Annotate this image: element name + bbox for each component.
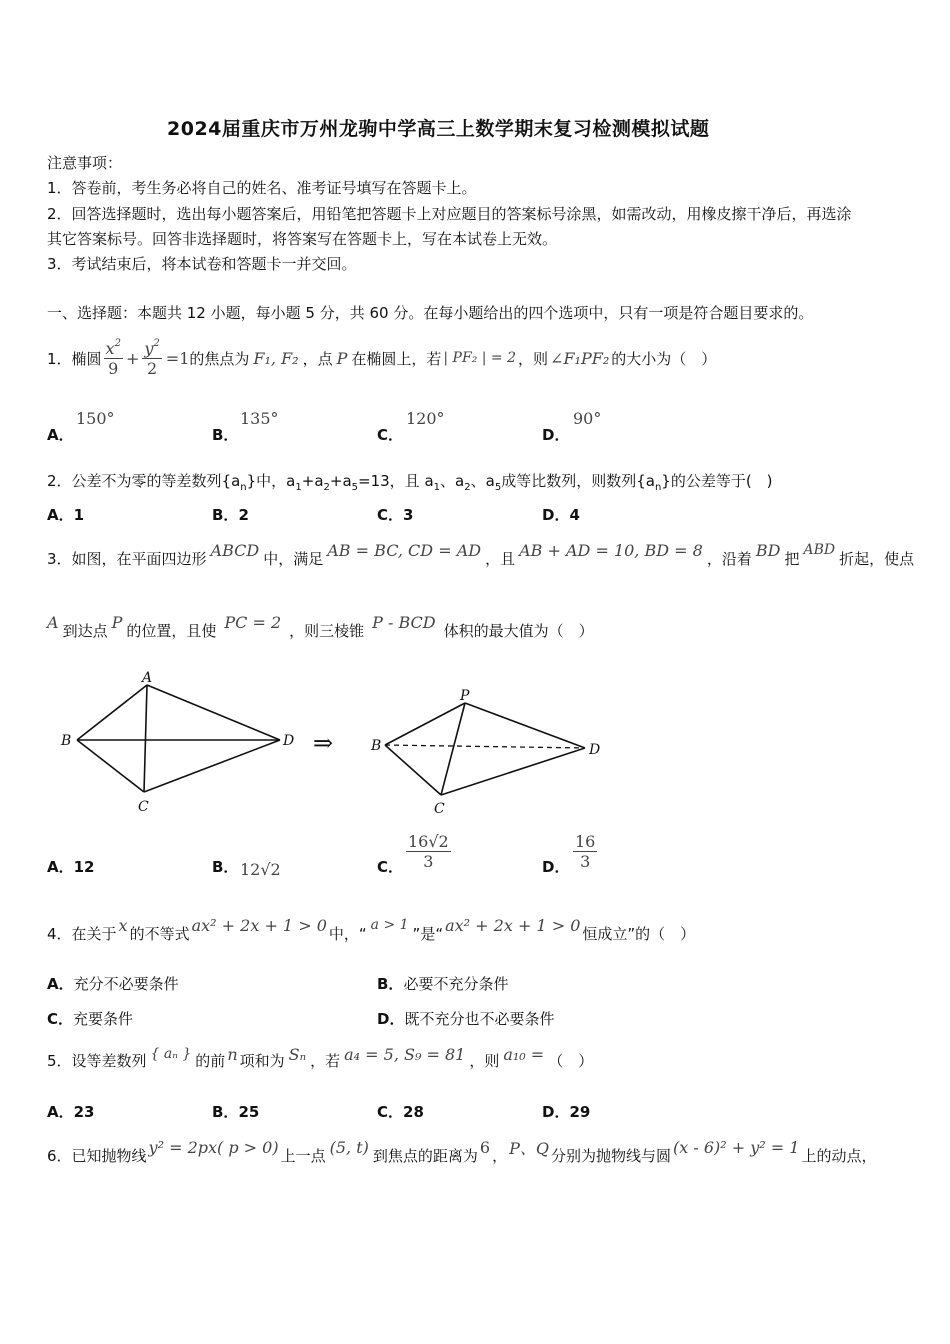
q2-text-3: =13，且 a: [358, 472, 434, 490]
q3-option-a-label: A．: [47, 858, 74, 876]
q2-option-a[interactable]: [47, 504, 84, 525]
q5-condition: a₄ = 5, S₉ = 81: [344, 1044, 466, 1064]
q3-option-c-fraction: [406, 832, 451, 871]
q3-option-a[interactable]: [47, 856, 94, 877]
q4-option-c[interactable]: [47, 1008, 133, 1029]
q5-option-b-label: B．: [212, 1103, 239, 1121]
q3-option-c-num: 16√2: [408, 832, 449, 851]
q4-text-3: 中，“: [328, 924, 367, 943]
question-3-line-2: [47, 612, 594, 648]
q1-y-exp: 2: [153, 338, 160, 349]
q1-plus: +: [125, 348, 140, 368]
q2-option-b-label: B．: [212, 506, 239, 524]
q4-text-2: 的不等式: [129, 924, 190, 943]
q1-point-p: P: [336, 348, 348, 368]
q1-option-b[interactable]: B．: [212, 426, 239, 444]
q1-option-a[interactable]: A．: [47, 426, 74, 444]
q2-plus-1: +a: [301, 472, 324, 490]
label-p: P: [460, 688, 470, 704]
q6-pq: P、Q: [509, 1138, 549, 1158]
q5-option-b[interactable]: [212, 1101, 259, 1122]
q1-text-2: ，点: [302, 349, 333, 368]
q2-plus-2: +a: [329, 472, 352, 490]
q1-text-4: ，则: [518, 349, 549, 368]
q6-circle: (x - 6)² + y² = 1: [673, 1137, 800, 1157]
q6-text-3: 到焦点的距离为: [372, 1146, 478, 1165]
q3-a: A: [47, 612, 59, 632]
q4-option-a[interactable]: [47, 973, 179, 994]
q6-text-6: 上的动点，: [801, 1146, 877, 1165]
q4-option-d-label: D．: [377, 1010, 405, 1028]
page-title: 2024届重庆市万州龙驹中学高三上数学期末复习检测模拟试题: [167, 118, 710, 140]
q1-den-2: 2: [146, 359, 158, 378]
q2-option-c-value: 3: [403, 506, 414, 524]
q3-option-b-value: 12√2: [240, 860, 281, 879]
label-a: A: [142, 670, 153, 686]
q4-option-c-label: C．: [47, 1010, 74, 1028]
q4-x: x: [118, 915, 128, 935]
q2-text-5: 、a: [470, 472, 495, 490]
edge-dc: [144, 740, 280, 792]
q5-option-c-value: 28: [403, 1103, 424, 1121]
edge-bd-hidden: [385, 745, 585, 748]
q3-option-a-value: 12: [73, 858, 95, 876]
q3-text-8: 的位置，且使: [126, 621, 217, 640]
q4-inequality-2: ax² + 2x + 1 > 0: [445, 915, 581, 935]
q3-pbcd: P - BCD: [372, 612, 436, 632]
q3-text-2: 中，满足: [263, 549, 324, 568]
q3-option-d[interactable]: D．: [542, 858, 570, 876]
q2-option-d-value: 4: [569, 506, 580, 524]
q3-abcd: ABCD: [210, 540, 260, 560]
q3-text-10: 体积的最大值为（ ）: [443, 621, 594, 640]
q5-text-5: ，则: [469, 1051, 500, 1070]
q2-sub-1b: 1: [433, 482, 441, 493]
question-6: [47, 1137, 876, 1173]
q3-pc: PC = 2: [224, 612, 282, 632]
q3-option-c-den: 3: [423, 852, 434, 871]
q6-text-4: ，: [492, 1146, 508, 1165]
q5-option-c-label: C．: [377, 1103, 404, 1121]
q3-text-4: ，沿着: [706, 549, 752, 568]
notice-item-3: 3．考试结束后，将本试卷和答题卡一并交回。: [47, 255, 357, 273]
q5-option-a-label: A．: [47, 1103, 74, 1121]
q1-pf: | PF₂ | = 2: [443, 350, 517, 366]
q2-sub-1: 1: [295, 482, 302, 493]
q4-option-a-value: 充分不必要条件: [73, 975, 179, 993]
q4-option-b[interactable]: [377, 973, 508, 994]
q5-option-d-value: 29: [569, 1103, 591, 1121]
q2-sub-2: 2: [323, 482, 330, 493]
q6-text-2: 上一点: [280, 1146, 326, 1165]
q1-prefix: 1．椭圆: [47, 349, 102, 368]
q6-six: 6: [479, 1137, 491, 1157]
q1-option-c[interactable]: C．: [377, 426, 404, 444]
q4-option-d-value: 既不充分也不必要条件: [404, 1010, 555, 1028]
edge-ba: [77, 685, 147, 740]
q5-a10: a₁₀ =: [503, 1044, 545, 1064]
q6-point: (5, t): [329, 1137, 369, 1157]
q1-frac-x: [104, 338, 123, 378]
q1-option-d[interactable]: D．: [542, 426, 570, 444]
q4-option-c-value: 充要条件: [73, 1010, 134, 1028]
label-b-2: B: [371, 738, 382, 754]
q5-option-d[interactable]: [542, 1101, 590, 1122]
figure-tetrahedron: [370, 688, 600, 817]
label-c-2: C: [434, 801, 445, 817]
q3-cond-2: AB + AD = 10, BD = 8: [519, 540, 703, 560]
label-c: C: [138, 799, 149, 815]
q3-p: P: [111, 612, 123, 632]
q2-option-c-label: C．: [377, 506, 404, 524]
q1-eq: =1: [165, 348, 190, 368]
section-heading: 一、选择题：本题共 12 小题，每小题 5 分，共 60 分。在每小题给出的四个选项中，只有一项是符合题目要求的。: [47, 304, 814, 322]
q3-option-d-num: 16: [575, 832, 596, 851]
q1-frac-y: [142, 338, 161, 378]
q3-text-5: 把: [784, 549, 800, 568]
q5-option-a[interactable]: [47, 1101, 94, 1122]
edge-ad: [147, 685, 280, 740]
edge-dc-2: [441, 748, 585, 795]
q1-angle: ∠F₁PF₂: [550, 348, 610, 368]
q5-option-c[interactable]: [377, 1101, 424, 1122]
q1-option-c-value: 120°: [406, 409, 445, 428]
q5-text-3: 项和为: [239, 1051, 285, 1070]
q4-inequality: ax² + 2x + 1 > 0: [191, 915, 327, 935]
q5-text-2: 的前: [195, 1051, 226, 1070]
notice-item-1: 1．答卷前，考生务必将自己的姓名、准考证号填写在答题卡上。: [47, 179, 477, 197]
label-d-2: D: [589, 742, 601, 758]
fold-arrow: ⇒: [313, 729, 334, 757]
q3-text-9: ，则三棱锥: [289, 621, 365, 640]
q3-option-c[interactable]: C．: [377, 858, 404, 876]
q1-y: y: [144, 339, 154, 358]
q2-option-d[interactable]: [542, 504, 580, 525]
q2-option-c[interactable]: [377, 504, 413, 525]
q2-option-a-label: A．: [47, 506, 74, 524]
q4-condition: a > 1: [370, 917, 409, 933]
q3-text-1: 3．如图，在平面四边形: [47, 549, 207, 568]
q2-text-1: 2．公差不为零的等差数列{a: [47, 472, 241, 490]
q2-option-a-value: 1: [73, 506, 85, 524]
edge-pd: [465, 703, 585, 748]
q2-option-b-value: 2: [238, 506, 249, 524]
q2-sub-nb: n: [654, 482, 662, 493]
edge-pc: [441, 703, 465, 795]
q5-option-a-value: 23: [73, 1103, 95, 1121]
q3-abd: ABD: [803, 542, 836, 558]
q1-text-5: 的大小为（ ）: [611, 349, 717, 368]
q6-text-5: 分别为抛物线与圆: [550, 1146, 671, 1165]
q5-text-6: （ ）: [548, 1051, 594, 1070]
q3-bd: BD: [755, 540, 781, 560]
question-5: [47, 1042, 593, 1078]
q1-x-exp: 2: [114, 338, 121, 349]
q4-text-1: 4．在关于: [47, 924, 117, 943]
q5-sequence: { aₙ }: [150, 1046, 192, 1062]
q3-option-d-fraction: [573, 832, 597, 871]
q5-text-1: 5．设等差数列: [47, 1051, 147, 1070]
q1-option-d-value: 90°: [573, 409, 602, 428]
q1-option-b-value: 135°: [240, 409, 279, 428]
edge-cb-2: [385, 745, 441, 795]
q3-text-3: ，且: [485, 549, 516, 568]
q2-option-b[interactable]: [212, 504, 249, 525]
figure-quadrilateral: [60, 670, 294, 815]
edge-cb: [77, 740, 144, 792]
q1-foci: F₁, F₂: [253, 348, 299, 368]
question-2: [47, 470, 773, 493]
q5-n: n: [227, 1044, 238, 1064]
q5-text-4: ，若: [310, 1051, 341, 1070]
q4-text-4: ”是“: [412, 924, 444, 943]
q3-option-b[interactable]: B．: [212, 858, 239, 876]
question-4: [47, 915, 695, 951]
q4-option-a-label: A．: [47, 975, 74, 993]
label-d: D: [283, 733, 295, 749]
q3-cond-1: AB = BC, CD = AD: [327, 540, 482, 560]
q1-den-9: 9: [108, 359, 119, 378]
edge-bp: [385, 703, 465, 745]
q2-sub-n: n: [240, 482, 247, 493]
q5-option-b-value: 25: [238, 1103, 260, 1121]
q4-option-d[interactable]: [377, 1008, 554, 1029]
q2-text-7: }的公差等于( ): [661, 472, 773, 490]
q5-option-d-label: D．: [542, 1103, 570, 1121]
q6-parabola: y² = 2px( p > 0): [148, 1137, 279, 1157]
q2-sub-5b: 5: [494, 482, 502, 493]
q2-option-d-label: D．: [542, 506, 570, 524]
q2-text-4: 、a: [440, 472, 465, 490]
q6-text-1: 6．已知抛物线: [47, 1146, 147, 1165]
q4-option-b-label: B．: [377, 975, 404, 993]
q4-text-5: 恒成立”的（ ）: [582, 924, 696, 943]
q5-sn: Sₙ: [288, 1044, 307, 1064]
q2-text-6: 成等比数列，则数列{a: [501, 472, 655, 490]
q1-option-a-value: 150°: [76, 409, 115, 428]
q1-text-1: 的焦点为: [189, 349, 250, 368]
notice-item-2: 2．回答选择题时，选出每小题答案后，用铅笔把答题卡上对应题目的答案标号涂黑，如需改动，用橡皮擦干净后，再选涂: [47, 205, 852, 223]
q1-x: x: [105, 339, 115, 358]
question-1: [47, 333, 716, 383]
q3-text-6: 折起，使点: [839, 549, 915, 568]
q2-sub-2b: 2: [464, 482, 471, 493]
q1-text-3: 在椭圆上，若: [351, 349, 442, 368]
notice-heading: 注意事项：: [47, 154, 123, 172]
q3-figure: [55, 665, 615, 820]
q2-sub-5: 5: [351, 482, 359, 493]
q2-text-2: }中，a: [246, 472, 296, 490]
q3-text-7: 到达点: [62, 621, 108, 640]
q4-option-b-value: 必要不充分条件: [403, 975, 509, 993]
question-3: [47, 540, 914, 576]
q3-option-d-den: 3: [580, 852, 591, 871]
diagonal-ac: [144, 685, 147, 792]
notice-item-2-cont: 其它答案标号。回答非选择题时，将答案写在答题卡上，写在本试卷上无效。: [47, 230, 558, 248]
label-b: B: [61, 733, 72, 749]
